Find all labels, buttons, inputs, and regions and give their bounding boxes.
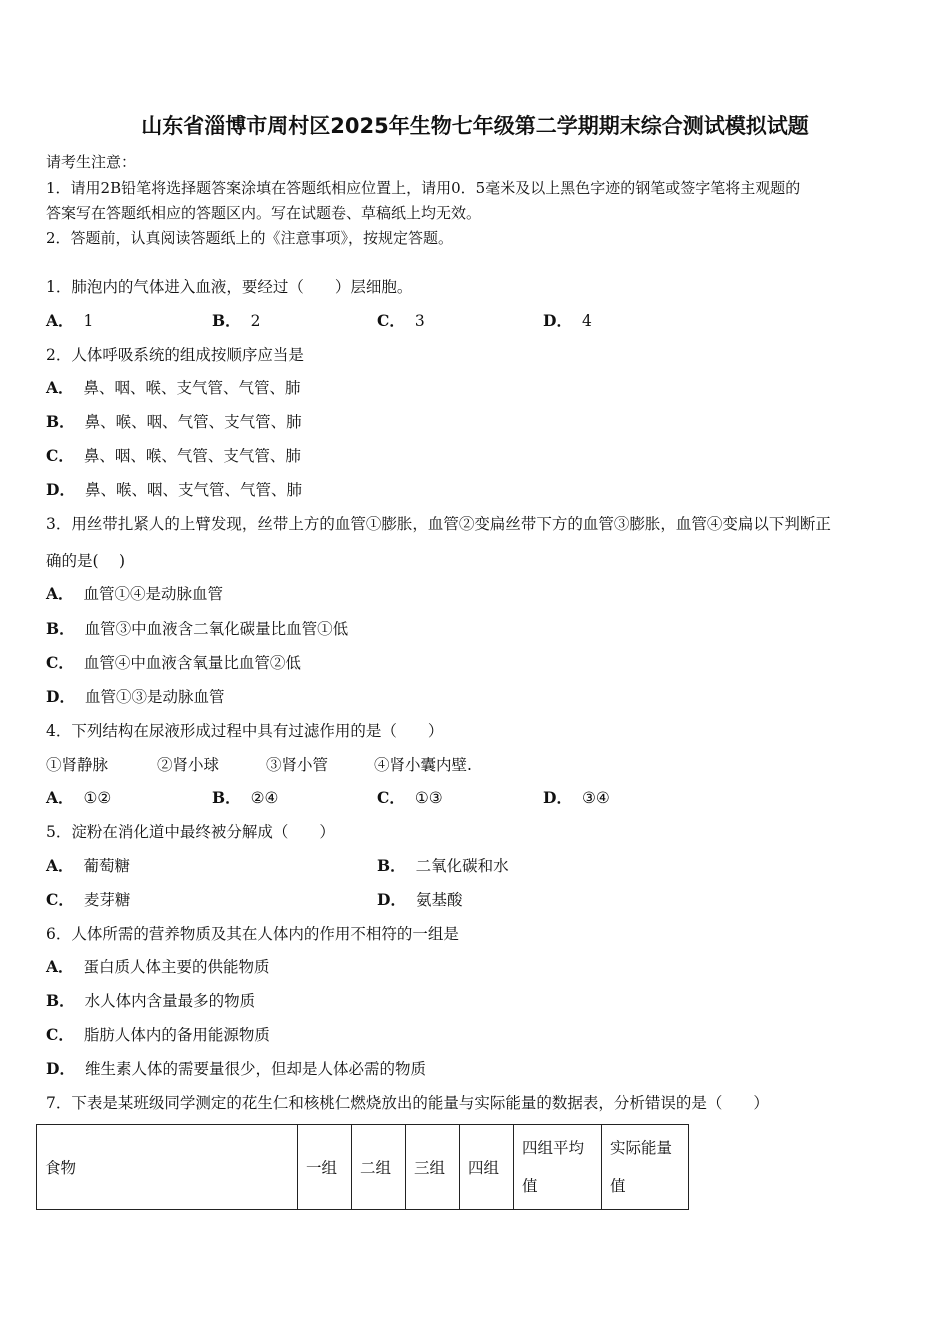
- option-text: 鼻、喉、咽、气管、支气管、肺: [84, 413, 302, 431]
- option-label: A．: [46, 856, 74, 875]
- option-text: ①③: [414, 789, 443, 807]
- question-5-option-b: [377, 856, 509, 876]
- question-6-stem: 6．人体所需的营养物质及其在人体内的作用不相符的一组是: [46, 925, 459, 943]
- option-label: C．: [377, 788, 405, 807]
- option-text: 2: [250, 312, 261, 330]
- option-text: 血管④中血液含氧量比血管②低: [83, 654, 301, 672]
- question-2-option-c: [46, 446, 301, 466]
- option-text: 脂肪人体内的备用能源物质: [83, 1026, 270, 1044]
- table-header-cell-actual: [602, 1125, 689, 1210]
- question-1-stem: 1．肺泡内的气体进入血液，要经过（ ）层细胞。: [46, 278, 413, 296]
- option-text: 水人体内含量最多的物质: [84, 992, 256, 1010]
- option-label: A．: [46, 584, 74, 603]
- question-6-option-c: [46, 1025, 270, 1045]
- option-label: D．: [46, 687, 75, 706]
- question-1-option-b: [212, 311, 260, 331]
- question-3-option-a: [46, 584, 223, 604]
- option-label: B．: [46, 991, 75, 1010]
- option-label: A．: [46, 957, 74, 976]
- option-text: 鼻、喉、咽、支气管、气管、肺: [84, 481, 302, 499]
- question-6-option-b: [46, 991, 255, 1011]
- table-header-cell-group-2: 二组: [352, 1125, 406, 1210]
- question-3-stem-line-2: 确的是( ): [46, 552, 126, 570]
- option-text: 葡萄糖: [83, 857, 131, 875]
- option-text: ③④: [581, 789, 610, 807]
- table-header-cell-food: 食物: [37, 1125, 298, 1210]
- question-4-item-4: ④肾小囊内壁.: [374, 756, 472, 774]
- option-text: ①②: [83, 789, 112, 807]
- option-label: D．: [543, 788, 572, 807]
- option-label: C．: [46, 446, 74, 465]
- question-3-option-c: [46, 653, 301, 673]
- notice-heading: 请考生注意：: [46, 153, 137, 171]
- question-5-option-a: [46, 856, 130, 876]
- question-4-item-1: ①肾静脉: [46, 756, 109, 774]
- option-label: A．: [46, 311, 74, 330]
- option-label: A．: [46, 788, 74, 807]
- question-5-stem: 5．淀粉在消化道中最终被分解成（ ）: [46, 823, 335, 841]
- option-text: 鼻、咽、喉、气管、支气管、肺: [83, 447, 301, 465]
- option-label: C．: [377, 311, 405, 330]
- option-text: 血管①④是动脉血管: [83, 585, 224, 603]
- question-4-stem: 4．下列结构在尿液形成过程中具有过滤作用的是（ ）: [46, 722, 444, 740]
- table-header-cell-average: [514, 1125, 602, 1210]
- question-6-option-d: [46, 1059, 426, 1079]
- option-text: 维生素人体的需要量很少，但却是人体必需的物质: [84, 1060, 426, 1078]
- question-3-option-d: [46, 687, 224, 707]
- header-text-line: 四组平均: [522, 1139, 585, 1157]
- option-label: D．: [46, 1059, 75, 1078]
- table-header-row: [37, 1125, 689, 1210]
- notice-item-1-line-2: 答案写在答题纸相应的答题区内。写在试题卷、草稿纸上均无效。: [46, 204, 482, 222]
- option-label: B．: [377, 856, 406, 875]
- option-label: B．: [46, 412, 75, 431]
- question-4-item-2: ②肾小球: [157, 756, 220, 774]
- question-2-stem: 2．人体呼吸系统的组成按顺序应当是: [46, 346, 304, 364]
- question-1-option-d: [543, 311, 592, 331]
- option-text: 蛋白质人体主要的供能物质: [83, 958, 270, 976]
- header-text-line: 实际能量: [610, 1139, 673, 1157]
- option-label: B．: [212, 311, 241, 330]
- option-label: D．: [46, 480, 75, 499]
- option-text: 3: [414, 312, 425, 330]
- question-3-option-b: [46, 619, 348, 639]
- question-4-item-3: ③肾小管: [266, 756, 329, 774]
- question-7-stem: 7．下表是某班级同学测定的花生仁和核桃仁燃烧放出的能量与实际能量的数据表，分析错误的是（ ）: [46, 1094, 769, 1112]
- header-text-line: 值: [610, 1177, 626, 1195]
- option-label: C．: [46, 653, 74, 672]
- question-4-option-c: [377, 788, 443, 808]
- option-label: B．: [212, 788, 241, 807]
- option-label: D．: [543, 311, 572, 330]
- question-4-option-b: [212, 788, 278, 808]
- option-label: B．: [46, 619, 75, 638]
- question-1-option-c: [377, 311, 425, 331]
- option-label: A．: [46, 378, 74, 397]
- notice-item-2: 2．答题前，认真阅读答题纸上的《注意事项》，按规定答题。: [46, 229, 454, 247]
- option-text: 1: [83, 312, 94, 330]
- question-4-option-d: [543, 788, 610, 808]
- table-header-cell-group-3: 三组: [406, 1125, 460, 1210]
- table-header-cell-group-1: 一组: [298, 1125, 352, 1210]
- question-2-option-d: [46, 480, 302, 500]
- option-text: 麦芽糖: [83, 891, 131, 909]
- question-2-option-a: [46, 378, 301, 398]
- energy-data-table: [36, 1124, 689, 1210]
- notice-item-1-line-1: 1．请用2B铅笔将选择题答案涂填在答题纸相应位置上，请用0．5毫米及以上黑色字迹的钢笔或签字笔将主观题的: [46, 179, 801, 197]
- question-2-option-b: [46, 412, 302, 432]
- option-text: 4: [581, 312, 592, 330]
- question-1-option-a: [46, 311, 93, 331]
- option-label: C．: [46, 890, 74, 909]
- option-text: 二氧化碳和水: [415, 857, 509, 875]
- option-label: D．: [377, 890, 406, 909]
- option-text: 氨基酸: [415, 891, 463, 909]
- question-5-option-d: [377, 890, 462, 910]
- option-text: 血管①③是动脉血管: [84, 688, 225, 706]
- option-text: 血管③中血液含二氧化碳量比血管①低: [84, 620, 349, 638]
- page-title: 山东省淄博市周村区2025年生物七年级第二学期期末综合测试模拟试题: [141, 114, 809, 138]
- header-text-line: 值: [522, 1177, 538, 1195]
- question-4-option-a: [46, 788, 111, 808]
- option-text: 鼻、咽、喉、支气管、气管、肺: [83, 379, 301, 397]
- option-label: C．: [46, 1025, 74, 1044]
- question-3-stem-line-1: 3．用丝带扎紧人的上臂发现，丝带上方的血管①膨胀，血管②变扁丝带下方的血管③膨胀，血管④变扁以下判断正: [46, 515, 831, 533]
- question-6-option-a: [46, 957, 270, 977]
- option-text: ②④: [250, 789, 279, 807]
- question-5-option-c: [46, 890, 130, 910]
- table-header-cell-group-4: 四组: [460, 1125, 514, 1210]
